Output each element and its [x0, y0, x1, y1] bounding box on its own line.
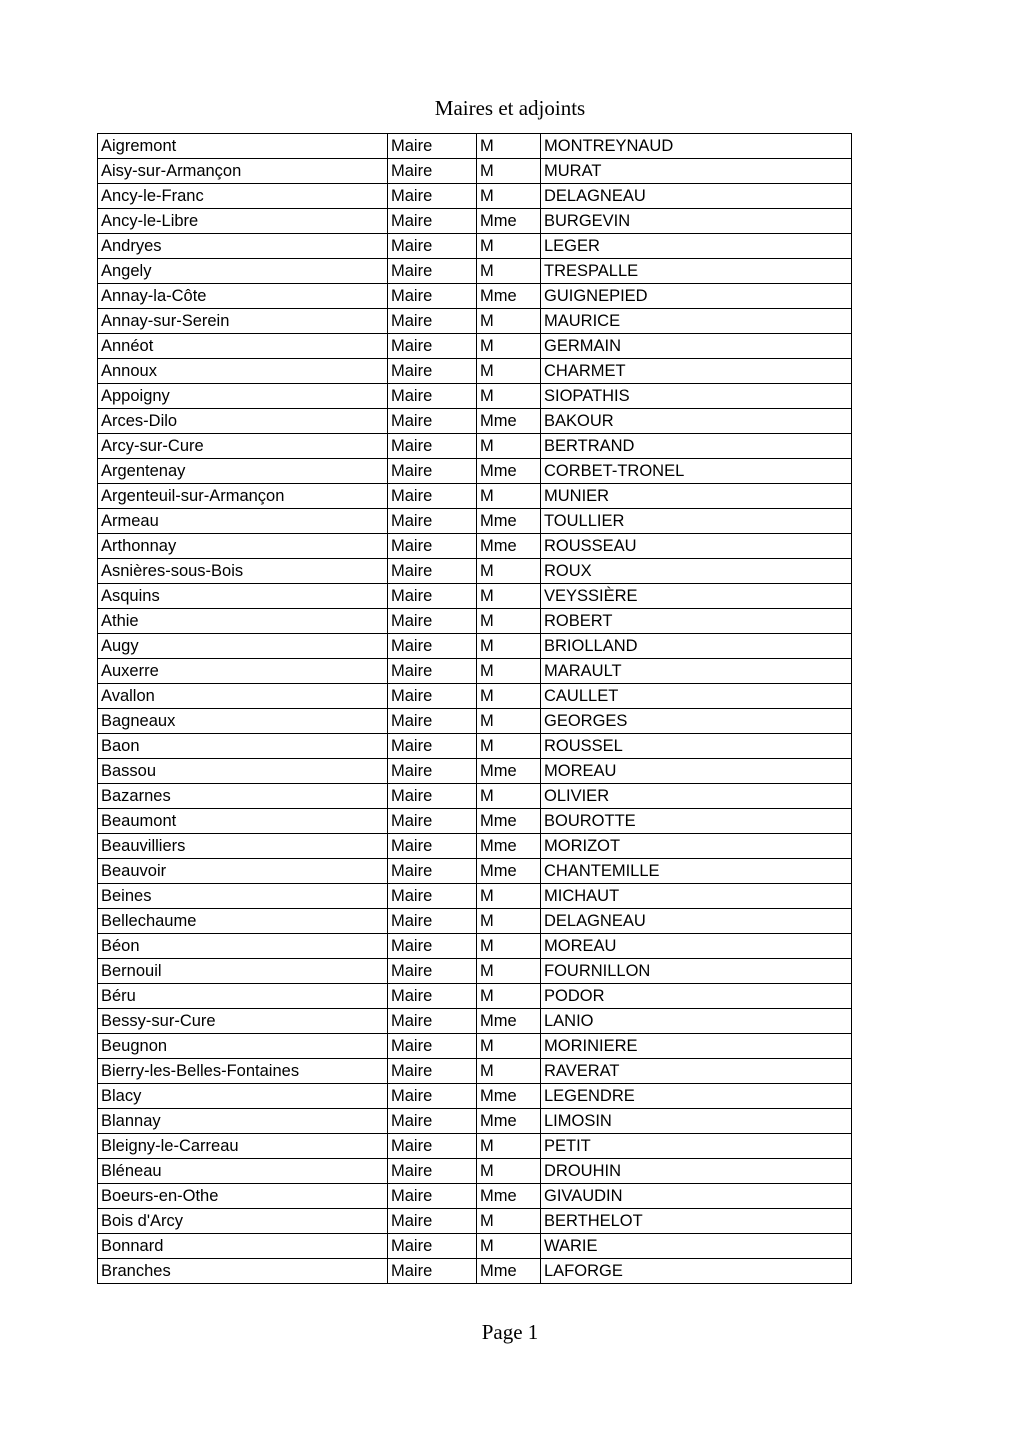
civility-cell: Mme — [477, 809, 541, 834]
surname-cell: LAFORGE — [541, 1259, 852, 1284]
role-cell: Maire — [388, 1209, 477, 1234]
civility-cell: Mme — [477, 409, 541, 434]
role-cell: Maire — [388, 709, 477, 734]
table-row — [98, 1109, 852, 1134]
table-row — [98, 859, 852, 884]
civility-cell: M — [477, 1059, 541, 1084]
table-row — [98, 959, 852, 984]
table-row — [98, 384, 852, 409]
surname-cell: ROUSSEAU — [541, 534, 852, 559]
role-cell: Maire — [388, 334, 477, 359]
commune-cell: Auxerre — [98, 659, 388, 684]
surname-cell: BRIOLLAND — [541, 634, 852, 659]
civility-cell: M — [477, 1209, 541, 1234]
role-cell: Maire — [388, 634, 477, 659]
surname-cell: VEYSSIÈRE — [541, 584, 852, 609]
role-cell: Maire — [388, 309, 477, 334]
surname-cell: SIOPATHIS — [541, 384, 852, 409]
commune-cell: Branches — [98, 1259, 388, 1284]
role-cell: Maire — [388, 859, 477, 884]
civility-cell: Mme — [477, 1184, 541, 1209]
table-row — [98, 259, 852, 284]
surname-cell: BAKOUR — [541, 409, 852, 434]
role-cell: Maire — [388, 559, 477, 584]
table-row — [98, 1009, 852, 1034]
civility-cell: Mme — [477, 209, 541, 234]
table-row — [98, 484, 852, 509]
role-cell: Maire — [388, 609, 477, 634]
role-cell: Maire — [388, 759, 477, 784]
civility-cell: Mme — [477, 509, 541, 534]
commune-cell: Bernouil — [98, 959, 388, 984]
role-cell: Maire — [388, 834, 477, 859]
civility-cell: M — [477, 259, 541, 284]
commune-cell: Arces-Dilo — [98, 409, 388, 434]
commune-cell: Appoigny — [98, 384, 388, 409]
surname-cell: LIMOSIN — [541, 1109, 852, 1134]
civility-cell: M — [477, 559, 541, 584]
commune-cell: Angely — [98, 259, 388, 284]
role-cell: Maire — [388, 1184, 477, 1209]
table-row — [98, 234, 852, 259]
commune-cell: Argenteuil-sur-Armançon — [98, 484, 388, 509]
role-cell: Maire — [388, 184, 477, 209]
commune-cell: Bellechaume — [98, 909, 388, 934]
surname-cell: PODOR — [541, 984, 852, 1009]
surname-cell: GEORGES — [541, 709, 852, 734]
role-cell: Maire — [388, 434, 477, 459]
surname-cell: FOURNILLON — [541, 959, 852, 984]
role-cell: Maire — [388, 1109, 477, 1134]
role-cell: Maire — [388, 284, 477, 309]
civility-cell: Mme — [477, 1109, 541, 1134]
commune-cell: Beaumont — [98, 809, 388, 834]
table-row — [98, 1084, 852, 1109]
civility-cell: Mme — [477, 834, 541, 859]
commune-cell: Bois d'Arcy — [98, 1209, 388, 1234]
surname-cell: CHARMET — [541, 359, 852, 384]
table-row — [98, 459, 852, 484]
table-row — [98, 659, 852, 684]
table-row — [98, 359, 852, 384]
table-row — [98, 309, 852, 334]
civility-cell: M — [477, 184, 541, 209]
role-cell: Maire — [388, 409, 477, 434]
table-row — [98, 634, 852, 659]
surname-cell: GERMAIN — [541, 334, 852, 359]
table-row — [98, 809, 852, 834]
table-row — [98, 934, 852, 959]
table-row — [98, 734, 852, 759]
table-row — [98, 434, 852, 459]
role-cell: Maire — [388, 384, 477, 409]
civility-cell: M — [477, 1159, 541, 1184]
table-row — [98, 909, 852, 934]
surname-cell: GUIGNEPIED — [541, 284, 852, 309]
commune-cell: Beugnon — [98, 1034, 388, 1059]
table-row — [98, 1234, 852, 1259]
civility-cell: M — [477, 1234, 541, 1259]
table-row — [98, 834, 852, 859]
surname-cell: CORBET-TRONEL — [541, 459, 852, 484]
civility-cell: M — [477, 609, 541, 634]
commune-cell: Athie — [98, 609, 388, 634]
mayors-table-body — [98, 134, 852, 1284]
civility-cell: Mme — [477, 1009, 541, 1034]
civility-cell: M — [477, 484, 541, 509]
role-cell: Maire — [388, 534, 477, 559]
commune-cell: Bleigny-le-Carreau — [98, 1134, 388, 1159]
civility-cell: Mme — [477, 1259, 541, 1284]
page-title: Maires et adjoints — [434, 96, 586, 120]
surname-cell: MAURICE — [541, 309, 852, 334]
table-row — [98, 284, 852, 309]
civility-cell: M — [477, 134, 541, 159]
role-cell: Maire — [388, 459, 477, 484]
commune-cell: Arthonnay — [98, 534, 388, 559]
civility-cell: M — [477, 734, 541, 759]
surname-cell: DELAGNEAU — [541, 184, 852, 209]
commune-cell: Ancy-le-Franc — [98, 184, 388, 209]
civility-cell: M — [477, 784, 541, 809]
civility-cell: M — [477, 309, 541, 334]
commune-cell: Bagneaux — [98, 709, 388, 734]
table-row — [98, 1134, 852, 1159]
role-cell: Maire — [388, 484, 477, 509]
role-cell: Maire — [388, 934, 477, 959]
surname-cell: TOULLIER — [541, 509, 852, 534]
civility-cell: Mme — [477, 859, 541, 884]
commune-cell: Béru — [98, 984, 388, 1009]
table-row — [98, 409, 852, 434]
table-row — [98, 134, 852, 159]
civility-cell: M — [477, 434, 541, 459]
surname-cell: MURAT — [541, 159, 852, 184]
surname-cell: MOREAU — [541, 759, 852, 784]
commune-cell: Bazarnes — [98, 784, 388, 809]
commune-cell: Annéot — [98, 334, 388, 359]
surname-cell: LANIO — [541, 1009, 852, 1034]
role-cell: Maire — [388, 1159, 477, 1184]
commune-cell: Asquins — [98, 584, 388, 609]
table-row — [98, 1159, 852, 1184]
civility-cell: M — [477, 659, 541, 684]
surname-cell: CHANTEMILLE — [541, 859, 852, 884]
commune-cell: Beines — [98, 884, 388, 909]
commune-cell: Bléneau — [98, 1159, 388, 1184]
surname-cell: MORINIERE — [541, 1034, 852, 1059]
commune-cell: Armeau — [98, 509, 388, 534]
surname-cell: WARIE — [541, 1234, 852, 1259]
role-cell: Maire — [388, 1084, 477, 1109]
surname-cell: DROUHIN — [541, 1159, 852, 1184]
commune-cell: Blannay — [98, 1109, 388, 1134]
surname-cell: LEGER — [541, 234, 852, 259]
commune-cell: Annay-sur-Serein — [98, 309, 388, 334]
surname-cell: PETIT — [541, 1134, 852, 1159]
role-cell: Maire — [388, 159, 477, 184]
surname-cell: BERTHELOT — [541, 1209, 852, 1234]
role-cell: Maire — [388, 734, 477, 759]
surname-cell: OLIVIER — [541, 784, 852, 809]
role-cell: Maire — [388, 659, 477, 684]
commune-cell: Bierry-les-Belles-Fontaines — [98, 1059, 388, 1084]
commune-cell: Arcy-sur-Cure — [98, 434, 388, 459]
role-cell: Maire — [388, 809, 477, 834]
table-row — [98, 584, 852, 609]
civility-cell: Mme — [477, 1084, 541, 1109]
commune-cell: Boeurs-en-Othe — [98, 1184, 388, 1209]
surname-cell: ROUX — [541, 559, 852, 584]
civility-cell: M — [477, 334, 541, 359]
commune-cell: Beauvilliers — [98, 834, 388, 859]
surname-cell: LEGENDRE — [541, 1084, 852, 1109]
civility-cell: M — [477, 884, 541, 909]
table-row — [98, 159, 852, 184]
role-cell: Maire — [388, 1034, 477, 1059]
surname-cell: ROBERT — [541, 609, 852, 634]
commune-cell: Argentenay — [98, 459, 388, 484]
table-row — [98, 709, 852, 734]
table-row — [98, 334, 852, 359]
role-cell: Maire — [388, 134, 477, 159]
role-cell: Maire — [388, 509, 477, 534]
table-row — [98, 759, 852, 784]
civility-cell: M — [477, 984, 541, 1009]
civility-cell: M — [477, 384, 541, 409]
civility-cell: M — [477, 234, 541, 259]
commune-cell: Asnières-sous-Bois — [98, 559, 388, 584]
role-cell: Maire — [388, 959, 477, 984]
table-row — [98, 1059, 852, 1084]
commune-cell: Beauvoir — [98, 859, 388, 884]
surname-cell: MORIZOT — [541, 834, 852, 859]
civility-cell: M — [477, 684, 541, 709]
table-row — [98, 684, 852, 709]
commune-cell: Bessy-sur-Cure — [98, 1009, 388, 1034]
civility-cell: M — [477, 934, 541, 959]
role-cell: Maire — [388, 234, 477, 259]
table-row — [98, 1034, 852, 1059]
role-cell: Maire — [388, 784, 477, 809]
civility-cell: M — [477, 584, 541, 609]
role-cell: Maire — [388, 684, 477, 709]
surname-cell: TRESPALLE — [541, 259, 852, 284]
page-number: Page 1 — [481, 1320, 539, 1344]
surname-cell: MUNIER — [541, 484, 852, 509]
role-cell: Maire — [388, 984, 477, 1009]
civility-cell: M — [477, 634, 541, 659]
role-cell: Maire — [388, 1134, 477, 1159]
table-row — [98, 984, 852, 1009]
commune-cell: Béon — [98, 934, 388, 959]
surname-cell: RAVERAT — [541, 1059, 852, 1084]
role-cell: Maire — [388, 1059, 477, 1084]
commune-cell: Annay-la-Côte — [98, 284, 388, 309]
mayors-table — [97, 133, 852, 1284]
civility-cell: M — [477, 159, 541, 184]
surname-cell: GIVAUDIN — [541, 1184, 852, 1209]
surname-cell: BOUROTTE — [541, 809, 852, 834]
role-cell: Maire — [388, 584, 477, 609]
role-cell: Maire — [388, 359, 477, 384]
civility-cell: Mme — [477, 459, 541, 484]
commune-cell: Annoux — [98, 359, 388, 384]
commune-cell: Aisy-sur-Armançon — [98, 159, 388, 184]
role-cell: Maire — [388, 1009, 477, 1034]
table-row — [98, 884, 852, 909]
role-cell: Maire — [388, 1234, 477, 1259]
civility-cell: M — [477, 1134, 541, 1159]
surname-cell: MICHAUT — [541, 884, 852, 909]
table-row — [98, 509, 852, 534]
civility-cell: M — [477, 959, 541, 984]
table-row — [98, 534, 852, 559]
surname-cell: BURGEVIN — [541, 209, 852, 234]
table-row — [98, 184, 852, 209]
commune-cell: Augy — [98, 634, 388, 659]
surname-cell: MONTREYNAUD — [541, 134, 852, 159]
table-row — [98, 1209, 852, 1234]
table-row — [98, 609, 852, 634]
commune-cell: Avallon — [98, 684, 388, 709]
table-row — [98, 1259, 852, 1284]
commune-cell: Bonnard — [98, 1234, 388, 1259]
commune-cell: Baon — [98, 734, 388, 759]
role-cell: Maire — [388, 1259, 477, 1284]
commune-cell: Ancy-le-Libre — [98, 209, 388, 234]
table-row — [98, 1184, 852, 1209]
civility-cell: M — [477, 1034, 541, 1059]
civility-cell: Mme — [477, 759, 541, 784]
surname-cell: BERTRAND — [541, 434, 852, 459]
commune-cell: Aigremont — [98, 134, 388, 159]
table-row — [98, 209, 852, 234]
commune-cell: Bassou — [98, 759, 388, 784]
civility-cell: M — [477, 709, 541, 734]
civility-cell: Mme — [477, 284, 541, 309]
role-cell: Maire — [388, 909, 477, 934]
surname-cell: CAULLET — [541, 684, 852, 709]
commune-cell: Andryes — [98, 234, 388, 259]
civility-cell: M — [477, 909, 541, 934]
surname-cell: MARAULT — [541, 659, 852, 684]
civility-cell: M — [477, 359, 541, 384]
surname-cell: MOREAU — [541, 934, 852, 959]
table-row — [98, 784, 852, 809]
role-cell: Maire — [388, 259, 477, 284]
civility-cell: Mme — [477, 534, 541, 559]
table-row — [98, 559, 852, 584]
surname-cell: DELAGNEAU — [541, 909, 852, 934]
role-cell: Maire — [388, 884, 477, 909]
commune-cell: Blacy — [98, 1084, 388, 1109]
role-cell: Maire — [388, 209, 477, 234]
surname-cell: ROUSSEL — [541, 734, 852, 759]
